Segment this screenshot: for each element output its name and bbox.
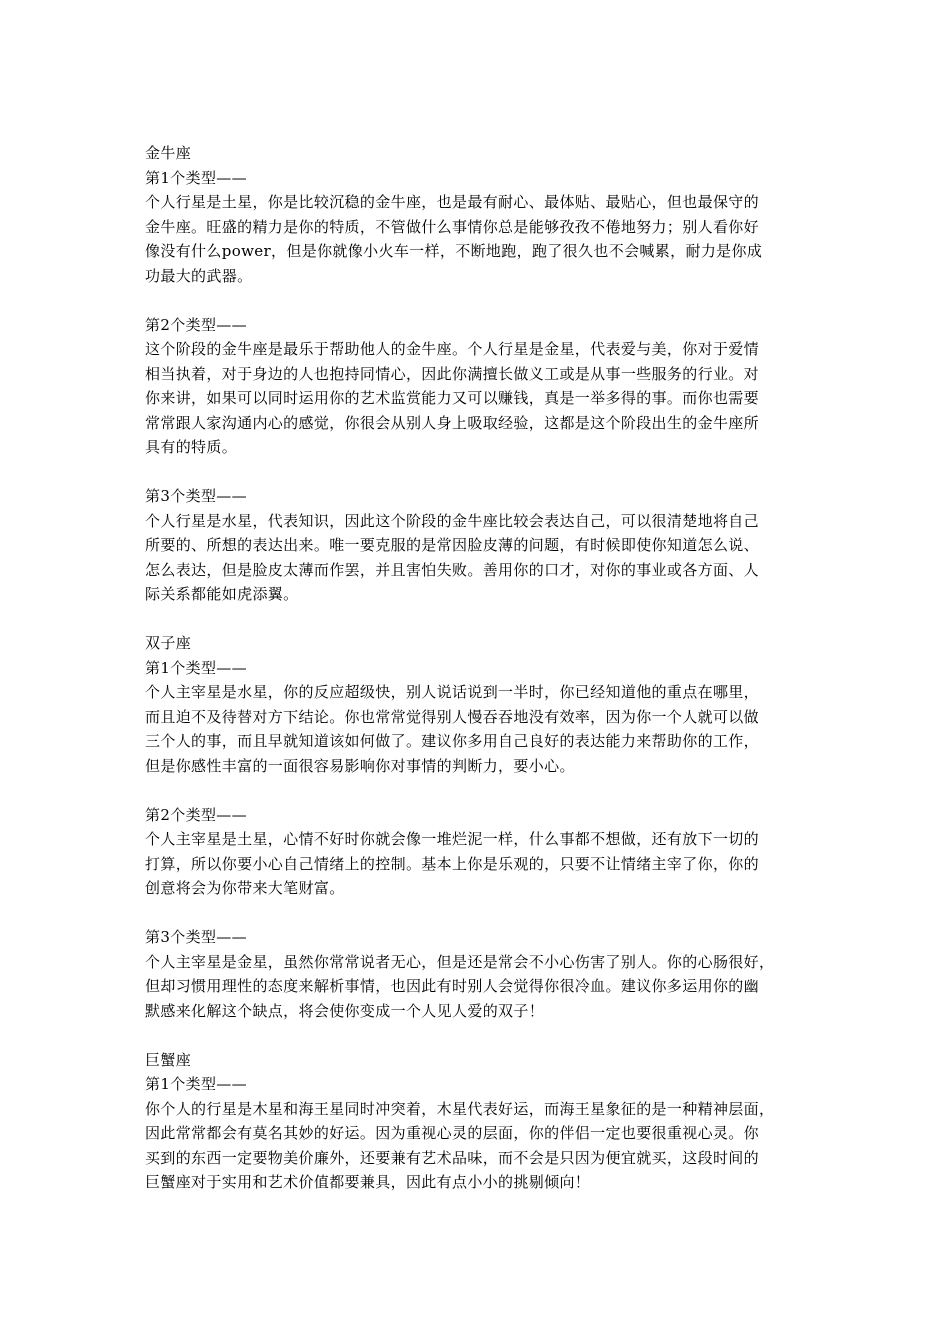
sign-heading: 金牛座 [145,144,192,162]
paragraph-line: 具有的特质。 [145,438,238,456]
sign-heading: 巨蟹座 [145,1050,192,1069]
section-gemini-type-3 [145,925,812,1023]
type-heading: 第3个类型—— [145,928,247,946]
paragraph-line: 而且迫不及待替对方下结论。你也常常觉得别人慢吞吞地没有效率，因为你一个人就可以做 [145,707,760,726]
paragraph-line: 但是你感性丰富的一面很容易影响你对事情的判断力，要小心。 [145,756,575,775]
paragraph-line: 际关系都能如虎添翼。 [145,585,299,603]
section-taurus-type-2 [145,313,812,460]
type-heading: 第1个类型—— [145,168,247,187]
type-heading: 第2个类型—— [145,805,247,824]
paragraph-line: 金牛座。旺盛的精力是你的特质，不管做什么事情你总是能够孜孜不倦地努力；别人看你好 [145,217,760,236]
section-cancer-type-1 [145,1048,812,1195]
paragraph-line: 默感来化解这个缺点，将会使你变成一个人见人爱的双子！ [145,1001,545,1020]
paragraph-gap [145,901,812,926]
section-gemini-type-2 [145,803,812,901]
paragraph-line: 怎么表达，但是脸皮太薄而作罢，并且害怕失败。善用你的口才，对你的事业或各方面、人 [145,560,760,579]
document-body [145,141,812,1195]
section-taurus-type-3 [145,484,812,607]
paragraph-line: 像没有什么power，但是你就像小火车一样，不断地跑，跑了很久也不会喊累，耐力是你成 [145,242,763,260]
paragraph-gap [145,1023,812,1048]
paragraph-line: 个人主宰星是土星，心情不好时你就会像一堆烂泥一样，什么事都不想做，还有放下一切的 [145,830,760,848]
paragraph-line: 个人主宰星是金星，虽然你常常说者无心，但是还是常会不小心伤害了别人。你的心肠很好， [145,952,775,971]
paragraph-line: 所要的、所想的表达出来。唯一要克服的是常因脸皮薄的问题，有时候即使你知道怎么说、 [145,536,760,554]
paragraph-line: 打算，所以你要小心自己情绪上的控制。基本上你是乐观的，只要不让情绪主宰了你，你的 [145,854,760,873]
paragraph-gap [145,778,812,803]
section-gemini-type-1 [145,631,812,778]
paragraph-line: 三个人的事，而且早就知道该如何做了。建议你多用自己良好的表达能力来帮助你的工作， [145,732,760,750]
type-heading: 第2个类型—— [145,315,247,334]
section-taurus-type-1 [145,141,812,288]
paragraph-line: 因此常常都会有莫名其妙的好运。因为重视心灵的层面，你的伴侣一定也要很重视心灵。你 [145,1124,760,1142]
paragraph-line: 常常跟人家沟通内心的感觉，你很会从别人身上吸取经验，这都是这个阶段出生的金牛座所 [145,413,760,432]
paragraph-line: 买到的东西一定要物美价廉外，还要兼有艺术品味，而不会是只因为便宜就买，这段时间的 [145,1148,760,1167]
paragraph-line: 相当执着，对于身边的人也抱持同情心，因此你满擅长做义工或是从事一些服务的行业。对 [145,364,760,383]
type-heading: 第1个类型—— [145,1075,247,1093]
paragraph-line: 巨蟹座对于实用和艺术价值都要兼具，因此有点小小的挑剔倾向！ [145,1173,591,1191]
sign-heading: 双子座 [145,634,192,652]
paragraph-gap [145,460,812,485]
paragraph-gap [145,607,812,632]
paragraph-line: 但却习惯用理性的态度来解析事情，也因此有时别人会觉得你很冷血。建议你多运用你的幽 [145,977,760,995]
paragraph-line: 创意将会为你带来大笔财富。 [145,879,345,897]
paragraph-gap [145,288,812,313]
paragraph-line: 这个阶段的金牛座是最乐于帮助他人的金牛座。个人行星是金星，代表爱与美，你对于爱情 [145,340,760,358]
paragraph-line: 你来讲，如果可以同时运用你的艺术监赏能力又可以赚钱，真是一举多得的事。而你也需要 [145,389,760,407]
paragraph-line: 你个人的行星是木星和海王星同时冲突着，木星代表好运，而海王星象征的是一种精神层面， [145,1099,775,1118]
paragraph-line: 个人行星是水星，代表知识，因此这个阶段的金牛座比较会表达自己，可以很清楚地将自己 [145,511,760,530]
type-heading: 第3个类型—— [145,487,247,505]
paragraph-line: 个人主宰星是水星，你的反应超级快，别人说话说到一半时，你已经知道他的重点在哪里， [145,683,760,701]
paragraph-line: 功最大的武器。 [145,266,253,285]
type-heading: 第1个类型—— [145,658,247,677]
paragraph-line: 个人行星是土星，你是比较沉稳的金牛座，也是最有耐心、最体贴、最贴心，但也最保守的 [145,193,760,211]
